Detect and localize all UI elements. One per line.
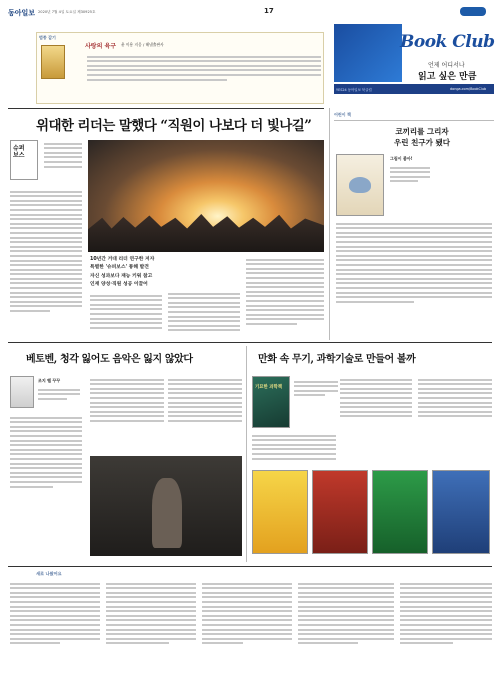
- book-thumb-3: [372, 470, 428, 554]
- bottom-right-column-2: [340, 376, 412, 420]
- bottom-left-book-info: [38, 386, 80, 402]
- right-book-info: [390, 164, 430, 185]
- masthead: [8, 6, 492, 20]
- right-headline: [352, 126, 492, 148]
- bookclub-banner[interactable]: [334, 24, 494, 102]
- paper-logo: [460, 7, 486, 16]
- subhead-1: 10년간 거대 리더 연구한 저자: [90, 257, 155, 262]
- right-column-divider: [329, 108, 330, 340]
- photo-figure: [152, 478, 182, 548]
- main-story-column-2: [10, 188, 82, 315]
- bottom-left-column-1: [10, 414, 82, 490]
- right-headline-line2: 우린 친구가 됐다: [394, 138, 450, 147]
- main-story-column-4: [168, 290, 240, 334]
- masthead-logo: 동아일보: [8, 8, 36, 17]
- banner-blue-block: [334, 24, 402, 82]
- bottom-right-book-info: [294, 378, 338, 399]
- new-books-column-3: [202, 580, 292, 647]
- poem-box: [36, 32, 324, 104]
- divider-top: [8, 108, 324, 109]
- bottom-column-divider: [246, 346, 247, 562]
- right-headline-line1: 코끼리를 그리자: [395, 127, 449, 136]
- poem-section-label: 범종 같기: [39, 35, 56, 40]
- bottom-right-column-3: [418, 376, 492, 420]
- subhead-3: 자신 성과보다 재능 키워 참고: [90, 273, 153, 279]
- bottom-right-book-row: [252, 470, 492, 558]
- new-books-column-4: [298, 580, 394, 647]
- poem-title: 사랑의 육구: [85, 43, 117, 50]
- bottom-right-book-cover-title: 기묘한 과학책: [255, 385, 282, 390]
- banner-footer-bar: [334, 84, 494, 94]
- banner-tagline-top: 언제 어디서나: [428, 62, 465, 69]
- subhead-2: 특별한 '슈퍼보스' 통해 발견: [90, 265, 149, 271]
- bottom-left-headline: 베토벤, 청각 잃어도 음악은 잃지 않았다: [26, 354, 193, 365]
- divider-middle: [8, 342, 492, 343]
- poem-body-text: [87, 53, 321, 83]
- main-subheads: [90, 256, 186, 290]
- bottom-left-column-2: [90, 376, 164, 425]
- main-story-column-3: [90, 292, 162, 331]
- bottom-left-photo: [90, 456, 242, 556]
- subhead-4: 인재 양성·직원 성공 이끌어: [90, 282, 148, 288]
- bottom-left-column-3: [168, 376, 242, 425]
- right-section-rule: [334, 120, 494, 121]
- main-photo: [88, 140, 324, 252]
- new-books-column-2: [106, 580, 196, 647]
- bottom-right-column-1: [252, 432, 336, 462]
- book-thumb-1: [252, 470, 308, 554]
- main-story-column-5: [246, 256, 324, 328]
- right-book-cover: [336, 154, 384, 216]
- poem-book-cover: [41, 45, 65, 79]
- book-thumb-2: [312, 470, 368, 554]
- book-title-line1: 슈퍼: [13, 145, 25, 152]
- page-number: 17: [264, 7, 274, 15]
- new-books-column-5: [400, 580, 492, 647]
- right-section-label: 어린이 책: [334, 112, 351, 117]
- bottom-right-headline: 만화 속 무기, 과학기술로 만들어 볼까: [258, 354, 416, 365]
- photo-silhouettes: [88, 214, 324, 252]
- bottom-left-book-cover: [10, 376, 34, 408]
- bottom-left-book-caption: 조지 벨 꾸꾸: [38, 378, 61, 383]
- banner-footer-text: YES24 동아일보 북클럽: [336, 87, 372, 92]
- right-story-text: [336, 220, 492, 305]
- main-story-column-1: [44, 140, 82, 170]
- right-book-title: 그림이 좋아!: [390, 156, 413, 161]
- elephant-illustration: [349, 177, 371, 193]
- banner-tagline-main: 읽고 싶은 만큼: [418, 72, 477, 82]
- bottom-right-book-cover: [252, 376, 290, 428]
- divider-bottom: [8, 566, 492, 567]
- book-title-line2: 보스: [13, 152, 25, 159]
- banner-url[interactable]: donga.com/BookClub: [450, 86, 487, 91]
- main-headline: 위대한 리더는 말했다 “직원이 나보다 더 빛나길”: [36, 118, 312, 134]
- poem-byline: 윤 이용 지음 / 해냄출판사: [121, 42, 164, 47]
- main-book-cover: [10, 140, 38, 180]
- masthead-dateline: 2020년 7월 4일 토요일 제30925호: [38, 10, 96, 14]
- new-books-column-1: [10, 580, 100, 647]
- new-books-section-label: 새로 나왔어요: [36, 571, 62, 576]
- banner-brand: Book Club: [400, 32, 495, 52]
- book-thumb-4: [432, 470, 490, 554]
